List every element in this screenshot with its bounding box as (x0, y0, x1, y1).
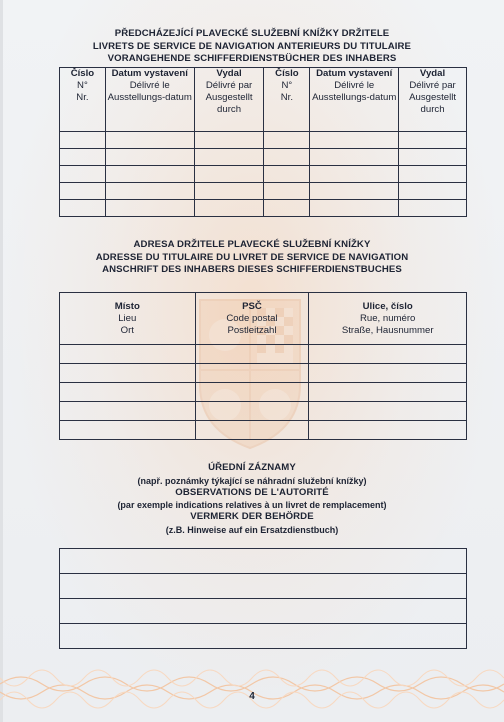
table-row (60, 345, 467, 364)
heading-cz-note: (např. poznámky týkající se náhradní služební knížky) (137, 475, 367, 486)
heading-fr: ADRESSE DU TITULAIRE DU LIVRET DE SERVICE DE NAVIGATION (95, 251, 409, 263)
table-row (60, 183, 467, 200)
heading-fr-note: (par exemple indications relatives à un livret de remplacement) (117, 500, 387, 510)
col-issued-by-2: Vydal Délivré par Ausgestellt durch (399, 68, 467, 132)
page-number: 4 (249, 691, 255, 702)
table-row (60, 549, 467, 574)
heading-cz: ADRESA DRŽITELE PLAVECKÉ SLUŽEBNÍ KNÍŽKY (133, 239, 371, 250)
heading-de: VERMERK DER BEHÖRDE (190, 511, 314, 522)
page-binding-edge (0, 0, 3, 722)
holder-address-table (59, 292, 467, 440)
heading-cz: PŘEDCHÁZEJÍCÍ PLAVECKÉ SLUŽEBNÍ KNÍŽKY DRŽITELE (114, 28, 390, 39)
heading-de: ANSCHRIFT DES INHABERS DIESES SCHIFFERDIENSTBUCHES (102, 264, 402, 275)
table-row (60, 574, 467, 599)
table-row (60, 383, 467, 402)
col-number: Číslo N° Nr. (60, 68, 106, 132)
table-header-row (60, 293, 467, 345)
heading-fr: OBSERVATIONS DE L'AUTORITÉ (175, 486, 329, 498)
table-row (60, 624, 467, 649)
table-row (60, 364, 467, 383)
col-issue-date-2: Datum vystavení Délivré le Ausstellungs-datum (310, 68, 399, 132)
holder-address-heading (0, 239, 504, 277)
col-place: Místo Lieu Ort (60, 293, 196, 345)
table-row (60, 132, 467, 149)
col-street: Ulice, číslo Rue, numéro Straße, Hausnummer (309, 293, 467, 345)
col-issue-date: Datum vystavení Délivré le Ausstellungs-datum (105, 68, 194, 132)
table-row (60, 166, 467, 183)
table-row (60, 402, 467, 421)
col-number-2: Číslo N° Nr. (264, 68, 310, 132)
table-row (60, 421, 467, 440)
previous-books-heading (0, 28, 504, 66)
heading-de-note: (z.B. Hinweise auf ein Ersatzdienstbuch) (165, 524, 339, 535)
official-records-table (59, 548, 467, 649)
table-header-row (60, 68, 467, 132)
table-row (60, 149, 467, 166)
heading-de: VORANGEHENDE SCHIFFERDIENSTBÜCHER DES INHABERS (107, 53, 397, 64)
heading-cz: ÚŘEDNÍ ZÁZNAMY (208, 462, 296, 473)
official-records-heading (0, 462, 504, 536)
table-row (60, 200, 467, 217)
heading-fr: LIVRETS DE SERVICE DE NAVIGATION ANTERIEURS DU TITULAIRE (92, 40, 412, 52)
col-postal-code: PSČ Code postal Postleitzahl (195, 293, 309, 345)
table-row (60, 599, 467, 624)
col-issued-by: Vydal Délivré par Ausgestellt durch (194, 68, 264, 132)
previous-books-table (59, 67, 467, 217)
